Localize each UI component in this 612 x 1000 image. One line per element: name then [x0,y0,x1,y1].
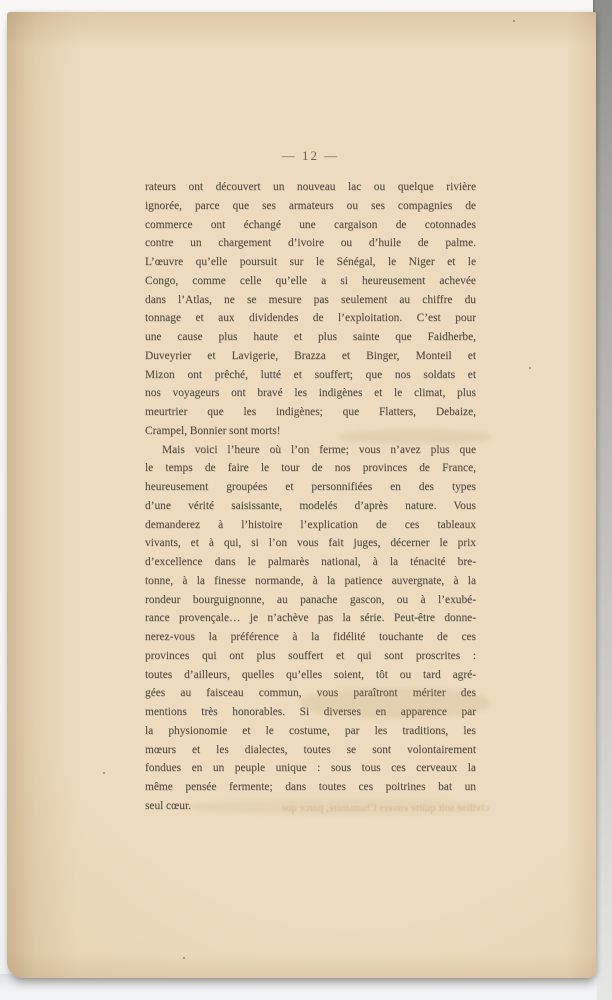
text-line: tonnage et aux dividendes de l’exploitation. C’est pour [145,312,476,325]
dust-speck [103,772,105,774]
text-line: d’une vérité saisissante, modelés d’après nature. Vous [145,499,476,512]
text-line: ignorée, parce que ses armateurs ou ses compagnies de [145,199,476,212]
text-line: Mais voici l’heure où l’on ferme; vous n’avez plus que [162,443,476,456]
text-line: toutes d’ailleurs, quelles qu’elles soient, tôt ou tard agré- [145,668,476,681]
text-line: heureusement groupées et personnifiées en des types [145,481,476,493]
text-block [145,178,476,816]
text-line: commerce ont échangé une cargaison de cotonnades [145,218,476,231]
book-page [7,12,596,978]
text-line: Mizon ont prêché, lutté et souffert; que nos soldats et [145,368,476,381]
text-line: meurtrier que les indigènes; que Flatters, Debaize, [145,406,476,418]
text-line: L’œuvre qu’elle poursuit sur le Sénégal, le Niger et le [145,256,476,268]
text-line: le temps de faire le tour de nos provinces de France, [145,462,476,475]
text-line: contre un chargement d’ivoire ou d’huile de palme. [145,237,476,250]
text-line: provinces qui ont plus souffert et qui sont proscrites : [145,649,476,662]
text-line: demanderez à l’histoire l’explication de ces tableaux [145,518,476,531]
bleedthrough-smudge [187,800,487,814]
text-line: gées au faisceau commun, vous paraîtront mériter des [145,687,476,700]
text-line: une cause plus haute et plus sainte que Faidherbe, [145,331,476,343]
text-line: rance provençale… je n’achève pas la série. Peut-être donne- [145,612,476,625]
text-line: mœurs et les dialectes, toutes se sont volontairement [145,743,476,756]
text-line: dans l’Atlas, ne se mesure pas seulement au chiffre du [145,293,476,306]
text-line: Crampel, Bonnier sont morts! [145,424,281,437]
page-number-header: — 12 — [281,148,340,163]
bleedthrough-text: civilisé soit quitte envers l’humanité, parce que [280,802,489,814]
text-line: la physionomie et le costume, par les traditions, les [145,724,476,737]
text-line: rondeur bourguignonne, au panache gascon, ou à l’exubé- [145,593,476,606]
bleedthrough-smudge [340,430,490,444]
bleedthrough-smudge [300,688,490,718]
text-line: Duveyrier et Lavigerie, Brazza et Binger, Monteil et [145,349,476,362]
text-line: mentions très honorables. Si diverses en apparence par [145,706,476,718]
text-line: d’excellence dans le palmarès national, à la ténacité bre- [145,556,476,568]
text-line: rateurs ont découvert un nouveau lac ou quelque rivière [145,181,476,193]
text-line: fondues en un peuple unique : sous tous ces cerveaux la [145,762,476,775]
text-line: Congo, comme celle qu’elle a si heureusement achevée [145,274,476,287]
text-line: même pensée fermente; dans toutes ces poitrines bat un [145,781,476,793]
text-line: nos voyageurs ont bravé les indigènes et le climat, plus [145,387,476,400]
dust-speck [183,957,185,959]
dust-speck [513,20,515,22]
dust-speck [529,367,531,369]
text-line: tonne, à la finesse normande, à la patience auvergnate, à la [145,574,476,587]
text-line: vivants, et à qui, si l’on vous fait juges, décerner le prix [145,537,476,550]
text-line: seul cœur. [145,799,191,812]
text-line: nerez-vous la préférence à la fidélité touchante de ces [145,631,476,643]
